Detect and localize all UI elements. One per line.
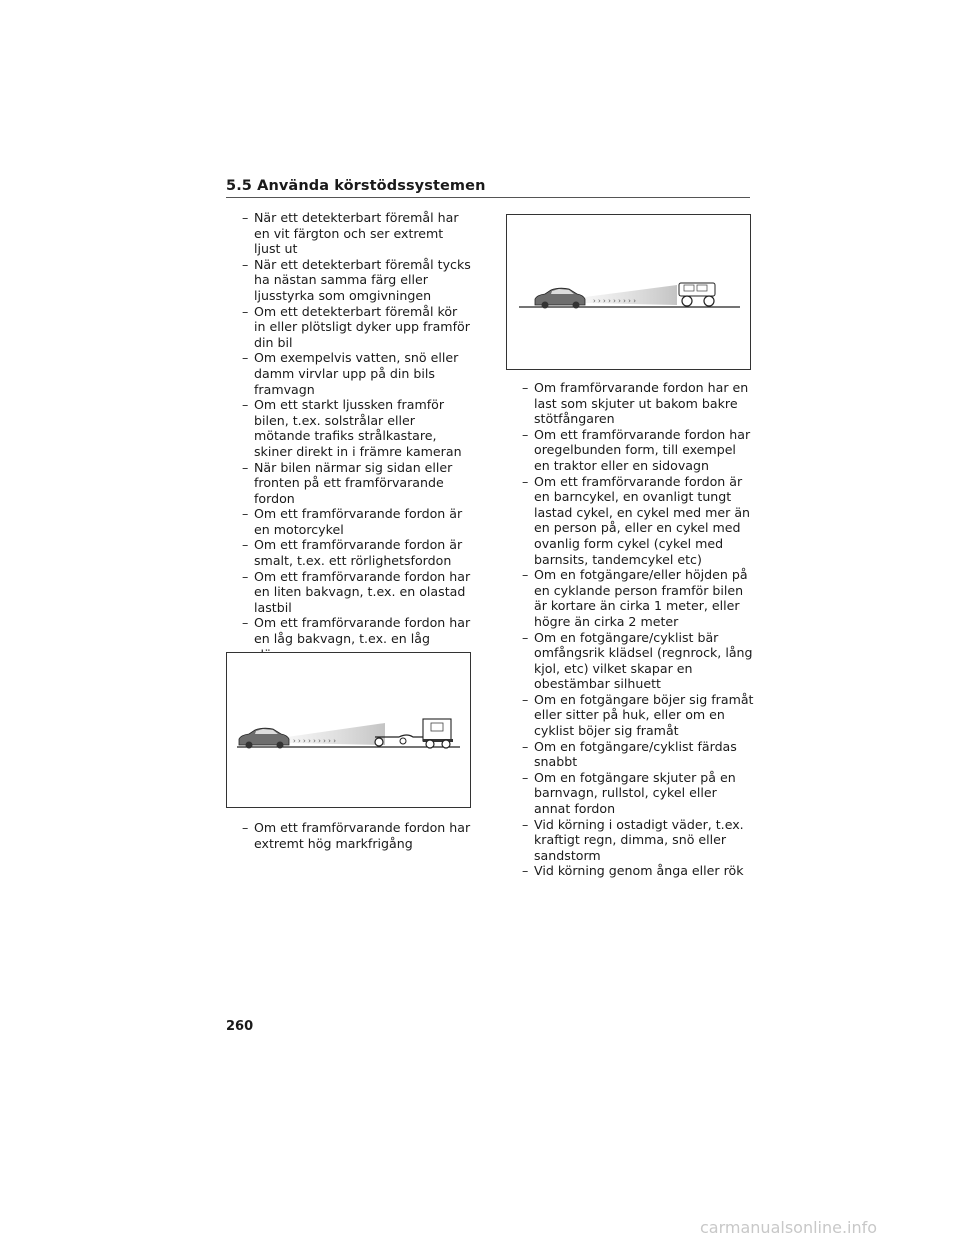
list-item: – Om exempelvis vatten, snö eller damm virvlar upp på din bils framvagn: [242, 350, 472, 397]
left-bullet-list-continued: [242, 820, 472, 851]
high-clearance-vehicle-icon: [679, 283, 715, 306]
left-column: [242, 210, 472, 662]
list-item: – Om ett framförvarande fordon har en liten bakvagn, t.ex. en olastad lastbil: [242, 569, 472, 616]
right-bullet-list: [522, 380, 754, 879]
left-column-continued: [242, 820, 472, 851]
low-trailer-illustration: [227, 653, 470, 807]
beam-chevrons: [593, 297, 636, 305]
right-column: [522, 380, 754, 879]
list-item: – Om en fotgängare skjuter på en barnvagn, rullstol, cykel eller annat fordon: [522, 770, 754, 817]
list-item: – Om en fotgängare/eller höjden på en cyklande person framför bilen är kortare än cirka 1 meter, eller högre än cirka 2 meter: [522, 567, 754, 629]
list-item: – Vid körning genom ånga eller rök: [522, 863, 754, 879]
list-item: – Om ett starkt ljussken framför bilen, t.ex. solstrålar eller mötande trafiks strålkastare, skiner direkt in i främre kameran: [242, 397, 472, 459]
figure-low-trailer: [226, 652, 471, 808]
section-header: 5.5 Använda körstödssystemen: [226, 178, 750, 198]
page-number: 260: [226, 1019, 254, 1034]
svg-text:› › › › › › › › ›: › › › › › › › › ›: [593, 297, 636, 305]
list-item: – Om en fotgängare/cyklist bär omfångsrik klädsel (regnrock, lång kjol, etc) vilket skapar en obestämbar silhuett: [522, 630, 754, 692]
list-item: – När ett detekterbart föremål har en vit färgton och ser extremt ljust ut: [242, 210, 472, 257]
list-item: – Vid körning i ostadigt väder, t.ex. kraftigt regn, dimma, snö eller sandstorm: [522, 817, 754, 864]
list-item: – Om ett framförvarande fordon är en barncykel, en ovanligt tungt lastad cykel, en cykel med mer än en person på, eller en cykel med ovanlig form cykel (cykel med barnsits, tandemcykel etc): [522, 474, 754, 568]
beam-chevrons: [293, 737, 336, 745]
list-item: – Om en fotgängare/cyklist färdas snabbt: [522, 739, 754, 770]
list-item: – Om ett framförvarande fordon har oregelbunden form, till exempel en traktor eller en sidovagn: [522, 427, 754, 474]
own-car-icon: [239, 728, 289, 748]
list-item: – Om ett framförvarande fordon är en motorcykel: [242, 506, 472, 537]
watermark: carmanualsonline.info: [700, 1218, 878, 1237]
left-bullet-list: [242, 210, 472, 662]
high-clearance-illustration: [507, 215, 750, 369]
list-item: – När ett detekterbart föremål tycks ha nästan samma färg eller ljusstyrka som omgivningen: [242, 257, 472, 304]
list-item: – Om ett framförvarande fordon har en låg bakvagn, t.ex. en låg: [242, 615, 472, 662]
list-item: – Om ett framförvarande fordon är smalt, t.ex. ett rörlighetsfordon: [242, 537, 472, 568]
list-item: – Om ett framförvarande fordon har extremt hög markfrigång: [242, 820, 472, 851]
own-car-icon: [535, 288, 585, 308]
list-item: – Om framförvarande fordon har en last som skjuter ut bakom bakre stötfångaren: [522, 380, 754, 427]
svg-text:› › › › › › › › ›: › › › › › › › › ›: [293, 737, 336, 745]
low-trailer-vehicle-icon: [375, 719, 453, 748]
figure-high-clearance-vehicle: [506, 214, 751, 370]
list-item: – Om ett detekterbart föremål kör in eller plötsligt dyker upp framför din bil: [242, 304, 472, 351]
list-item: – När bilen närmar sig sidan eller fronten på ett framförvarande fordon: [242, 460, 472, 507]
list-item: – Om en fotgängare böjer sig framåt eller sitter på huk, eller om en cyklist böjer sig framåt: [522, 692, 754, 739]
